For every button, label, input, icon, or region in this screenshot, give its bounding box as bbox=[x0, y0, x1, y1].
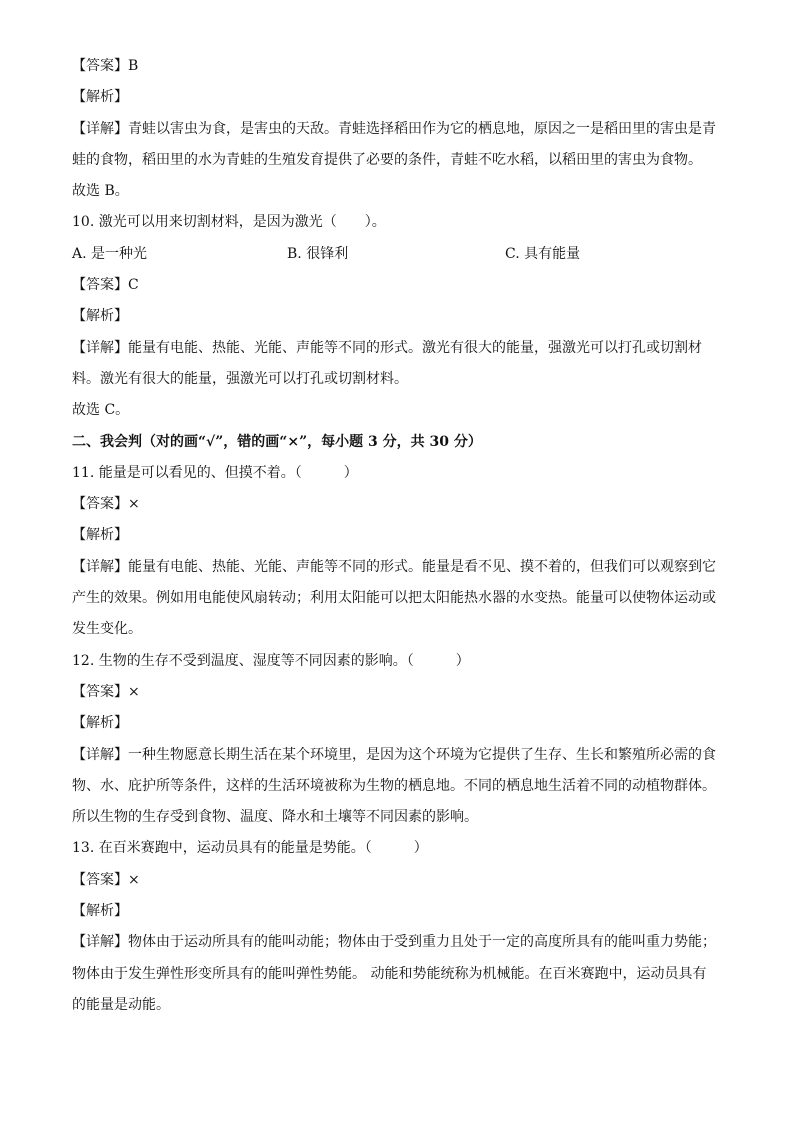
q13-detail-line-2: 物体由于发生弹性形变所具有的能叫弹性势能。 动能和势能统称为机械能。在百米赛跑中，运动员具有 bbox=[72, 965, 707, 982]
q9-detail bbox=[72, 119, 726, 170]
q11-detail-line-1: 【详解】能量有电能、热能、光能、声能等不同的形式。能量是看不见、摸不着的，但我们可以观察到它 bbox=[72, 558, 716, 575]
q9-detail-line-2: 蛙的食物，稻田里的水为青蛙的生殖发育提供了必要的条件，青蛙不吃水稻，以稻田里的害虫为食物。 bbox=[72, 151, 702, 168]
q11-answer: 【答案】× bbox=[72, 496, 140, 513]
q10-analysis-label: 【解析】 bbox=[72, 308, 128, 325]
q11-detail-line-3: 发生变化。 bbox=[72, 621, 142, 638]
q9-answer: 【答案】B bbox=[72, 58, 139, 74]
q9-analysis-label: 【解析】 bbox=[72, 89, 128, 106]
q13-question: 13. 在百米赛跑中，运动员具有的能量是势能。（ ） bbox=[72, 840, 428, 857]
section-2-heading: 二、我会判（对的画“√”，错的画“×”，每小题 3 分，共 30 分） bbox=[72, 433, 482, 450]
q12-detail bbox=[72, 745, 726, 828]
q12-analysis-label: 【解析】 bbox=[72, 715, 128, 732]
q9-conclusion: 故选 B。 bbox=[72, 183, 129, 200]
q12-detail-line-2: 物、水、庇护所等条件，这样的生活环境被称为生物的栖息地。不同的栖息地生活着不同的动植物群体。 bbox=[72, 777, 716, 794]
q11-detail bbox=[72, 557, 726, 640]
q10-question: 10. 激光可以用来切割材料，是因为激光（ ）。 bbox=[72, 214, 386, 231]
q13-detail-line-3: 的能量是动能。 bbox=[72, 996, 170, 1013]
q12-question: 12. 生物的生存不受到温度、湿度等不同因素的影响。（ ） bbox=[72, 652, 470, 669]
q10-conclusion: 故选 C。 bbox=[72, 402, 130, 419]
q10-option-c: C. 具有能量 bbox=[505, 245, 581, 262]
q10-options bbox=[72, 244, 726, 264]
q10-option-a: A. 是一种光 bbox=[72, 245, 148, 262]
q10-detail-line-2: 料。激光有很大的能量，强激光可以打孔或切割材料。 bbox=[72, 370, 408, 387]
q11-question: 11. 能量是可以看见的、但摸不着。（ ） bbox=[72, 464, 358, 481]
q13-detail bbox=[72, 932, 726, 1015]
q13-detail-line-1: 【详解】物体由于运动所具有的能叫动能；物体由于受到重力且处于一定的高度所具有的能叫重力势能； bbox=[72, 934, 716, 951]
q13-analysis-label: 【解析】 bbox=[72, 903, 128, 920]
q10-answer: 【答案】C bbox=[72, 277, 139, 294]
q13-answer: 【答案】× bbox=[72, 871, 140, 888]
q12-detail-line-3: 所以生物的生存受到食物、温度、降水和土壤等不同因素的影响。 bbox=[72, 809, 478, 826]
q10-detail bbox=[72, 338, 726, 389]
q12-answer: 【答案】× bbox=[72, 683, 140, 700]
q12-detail-line-1: 【详解】一种生物愿意长期生活在某个环境里，是因为这个环境为它提供了生存、生长和繁殖所必需的食 bbox=[72, 746, 716, 763]
document-page bbox=[72, 56, 726, 1026]
q9-detail-line-1: 【详解】青蛙以害虫为食，是害虫的天敌。青蛙选择稻田作为它的栖息地，原因之一是稻田里的害虫是青 bbox=[72, 120, 716, 137]
q10-detail-line-1: 【详解】能量有电能、热能、光能、声能等不同的形式。激光有很大的能量，强激光可以打孔或切割材 bbox=[72, 339, 702, 356]
q11-detail-line-2: 产生的效果。例如用电能使风扇转动；利用太阳能可以把太阳能热水器的水变热。能量可以使物体运动或 bbox=[72, 590, 716, 607]
q10-option-b: B. 很锋利 bbox=[287, 245, 349, 262]
q11-analysis-label: 【解析】 bbox=[72, 527, 128, 544]
